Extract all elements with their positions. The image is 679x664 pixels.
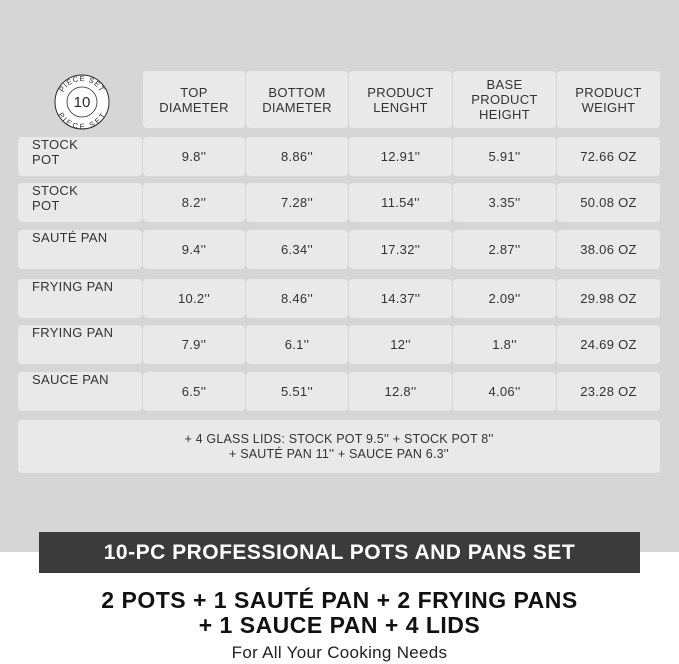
cell-text-line: POT [32, 198, 60, 213]
table-cell: 38.06 OZ [557, 230, 660, 269]
table-cell: 5.91'' [453, 137, 556, 176]
table-cell: 2.09'' [453, 279, 556, 318]
table-cell: 11.54'' [349, 183, 452, 222]
cell-text-line: PRODUCT [367, 84, 434, 100]
note-line-1: + 4 GLASS LIDS: STOCK POT 9.5'' + STOCK POT 8'' [184, 431, 494, 446]
table-cell: 8.2'' [143, 183, 245, 222]
table-cell: 12.91'' [349, 137, 452, 176]
table-cell: 5.51'' [246, 372, 348, 411]
cell-text-line: BASE [486, 77, 523, 92]
cell-text-line: FRYING PAN [32, 325, 114, 340]
table-cell: 17.32'' [349, 230, 452, 269]
ten-piece-set-badge [52, 72, 112, 132]
row-label [18, 230, 142, 269]
table-cell: 9.8'' [143, 137, 245, 176]
column-header [453, 71, 556, 128]
table-cell: 23.28 OZ [557, 372, 660, 411]
cell-text-line: FRYING PAN [32, 279, 114, 294]
note-line-2: + SAUTÉ PAN 11'' + SAUCE PAN 6.3'' [229, 446, 449, 461]
table-cell: 12.8'' [349, 372, 452, 411]
cell-text-line: POT [32, 152, 60, 167]
cell-text-line: SAUCE PAN [32, 372, 109, 387]
cell-text-line: PRODUCT [575, 84, 642, 100]
subtitle-line-1: 2 POTS + 1 SAUTÉ PAN + 2 FRYING PANS [101, 587, 578, 613]
table-cell: 4.06'' [453, 372, 556, 411]
table-cell: 50.08 OZ [557, 183, 660, 222]
table-cell: 9.4'' [143, 230, 245, 269]
table-cell: 24.69 OZ [557, 325, 660, 364]
tagline: For All Your Cooking Needs [231, 643, 448, 662]
cell-text-line: SAUTÉ PAN [32, 230, 108, 245]
table-cell: 6.1'' [246, 325, 348, 364]
table-cell: 12'' [349, 325, 452, 364]
table-cell: 3.35'' [453, 183, 556, 222]
table-cell: 6.5'' [143, 372, 245, 411]
badge-number: 10 [73, 94, 91, 111]
badge-text-bottom: PIECE SET [56, 110, 108, 132]
table-cell: 29.98 OZ [557, 279, 660, 318]
column-header [349, 71, 452, 128]
column-header [246, 71, 348, 128]
row-label [18, 325, 142, 364]
cell-text-line: DIAMETER [159, 99, 229, 115]
table-cell: 2.87'' [453, 230, 556, 269]
cell-text-line: LENGHT [373, 99, 428, 115]
table-cell: 1.8'' [453, 325, 556, 364]
row-label [18, 372, 142, 411]
table-cell: 8.86'' [246, 137, 348, 176]
column-header [143, 71, 245, 128]
cell-text-line: TOP [180, 84, 208, 100]
table-cell: 14.37'' [349, 279, 452, 318]
cell-text-line: WEIGHT [581, 99, 636, 115]
subtitle-line-2: + 1 SAUCE PAN + 4 LIDS [198, 612, 481, 638]
cell-text-line: PRODUCT [471, 92, 538, 107]
table-cell: 10.2'' [143, 279, 245, 318]
badge-text-top: PIECE SET [57, 73, 107, 94]
cell-text-line: BOTTOM [268, 84, 326, 100]
cell-text-line: DIAMETER [262, 99, 332, 115]
set-title-banner: 10-PC PROFESSIONAL POTS AND PANS SET [39, 532, 640, 573]
row-label [18, 183, 142, 222]
row-label [18, 279, 142, 318]
table-cell: 7.9'' [143, 325, 245, 364]
glass-lids-note [18, 420, 660, 473]
table-cell: 6.34'' [246, 230, 348, 269]
row-label [18, 137, 142, 176]
badge-graphic [52, 72, 112, 132]
table-cell: 8.46'' [246, 279, 348, 318]
cell-text-line: HEIGHT [479, 107, 530, 122]
table-cell: 7.28'' [246, 183, 348, 222]
table-cell: 72.66 OZ [557, 137, 660, 176]
cell-text-line: STOCK [32, 137, 79, 152]
column-header [557, 71, 660, 128]
cell-text-line: STOCK [32, 183, 79, 198]
